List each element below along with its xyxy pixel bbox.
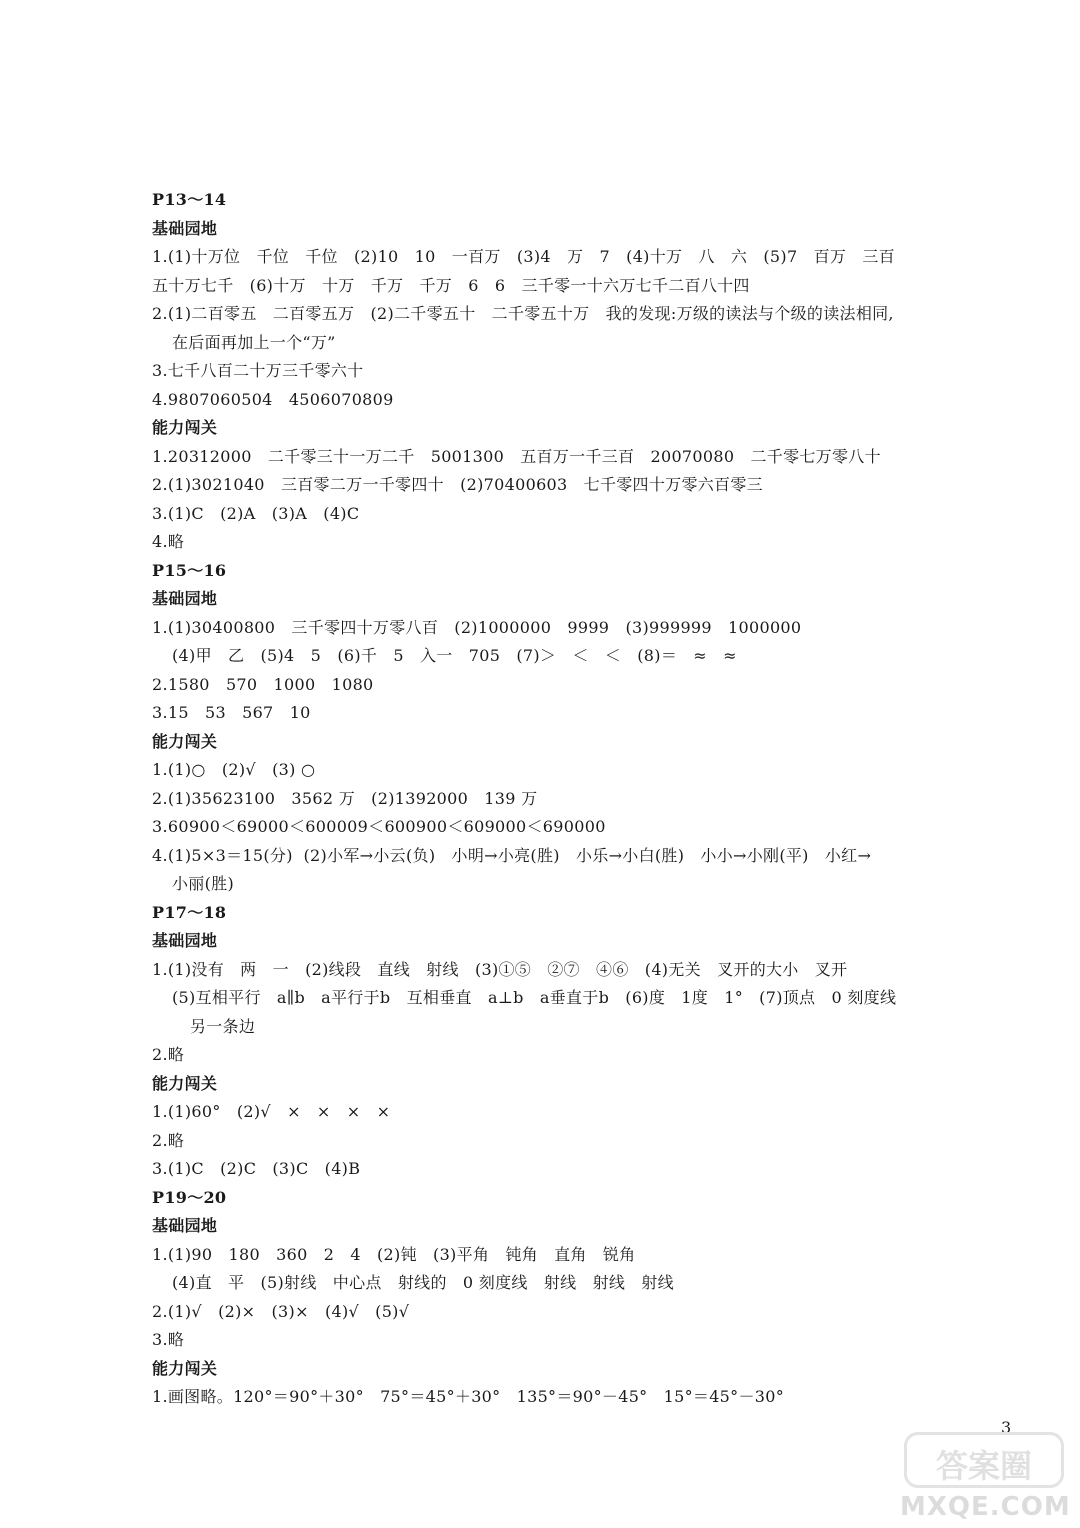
answer-line-continued: 另一条边 — [190, 1016, 256, 1036]
section-heading: 基础园地 — [152, 218, 218, 238]
answer-line: 3.略 — [152, 1330, 185, 1349]
section-heading: 能力闯关 — [152, 418, 218, 437]
section-heading: 基础园地 — [152, 1216, 218, 1235]
answer-line: 1.(1)30400800 三千零四十万零八百 (2)1000000 9999 (3)999999 1000000 — [152, 617, 802, 637]
answer-line-continued: (4)直 平 (5)射线 中心点 射线的 0 刻度线 射线 射线 射线 — [172, 1273, 674, 1292]
answer-line: 1.(1)○ (2)√ (3) ○ — [152, 760, 316, 779]
answer-content — [152, 186, 1052, 1412]
answer-line: 五十万七千 (6)十万 十万 千万 千万 6 6 三千零一十六万七千二百八十四 — [152, 275, 750, 295]
page-range-heading: P19～20 — [152, 1187, 227, 1207]
answer-line: 3.(1)C (2)A (3)A (4)C — [152, 503, 360, 523]
answer-line-continued: 在后面再加上一个“万” — [172, 332, 336, 352]
answer-line: 1.(1)60° (2)√ × × × × — [152, 1102, 391, 1121]
answer-line: 1.(1)90 180 360 2 4 (2)钝 (3)平角 钝角 直角 锐角 — [152, 1244, 636, 1264]
page-range-heading: P17～18 — [152, 902, 227, 922]
watermark-logo-text: 答案圈 — [935, 1447, 1032, 1485]
answer-line: 1.画图略。120°＝90°＋30° 75°＝45°＋30° 135°＝90°－45° 15°＝45°－30° — [152, 1387, 785, 1406]
answer-line: 4.9807060504 4506070809 — [152, 389, 394, 409]
answer-line: 3.60900＜69000＜600009＜600900＜609000＜690000 — [152, 817, 606, 836]
answer-line: 3.七千八百二十万三千零六十 — [152, 361, 364, 380]
answer-line: 2.(1)√ (2)× (3)× (4)√ (5)√ — [152, 1301, 410, 1321]
section-heading: 能力闯关 — [152, 1358, 218, 1378]
section-heading: 基础园地 — [152, 589, 218, 608]
answer-line: 1.(1)没有 两 一 (2)线段 直线 射线 (3)①⑤ ②⑦ ④⑥ (4)无关 叉开的大小 叉开 — [152, 959, 848, 979]
answer-line: 1.(1)十万位 千位 千位 (2)10 10 一百万 (3)4 万 7 (4)十万 八 六 (5)7 百万 三百 — [152, 247, 895, 266]
answer-line: 2.略 — [152, 1130, 185, 1150]
watermark-text: MXQE.COM — [900, 1492, 1071, 1522]
answer-line: 2.1580 570 1000 1080 — [152, 674, 374, 694]
answer-line: 2.略 — [152, 1045, 185, 1064]
section-heading: 能力闯关 — [152, 1073, 218, 1093]
answer-line: 2.(1)3021040 三百零二万一千零四十 (2)70400603 七千零四十万零六百零三 — [152, 475, 763, 494]
answer-line: 4.(1)5×3＝15(分) (2)小军→小云(负) 小明→小亮(胜) 小乐→小白(胜) 小小→小刚(平) 小红→ — [152, 845, 872, 865]
answer-line: 1.20312000 二千零三十一万二千 5001300 五百万一千三百 20070080 二千零七万零八十 — [152, 446, 881, 466]
answer-line-continued: (5)互相平行 a∥b a平行于b 互相垂直 a⊥b a垂直于b (6)度 1度 1° (7)顶点 0 刻度线 — [172, 988, 897, 1007]
watermark — [900, 1432, 1070, 1522]
answer-line: 3.(1)C (2)C (3)C (4)B — [152, 1159, 361, 1178]
page-number: 3 — [1001, 1418, 1012, 1437]
answer-line: 4.略 — [152, 532, 185, 551]
section-heading: 能力闯关 — [152, 731, 218, 751]
answer-line: 3.15 53 567 10 — [152, 703, 311, 722]
answer-line-continued: 小丽(胜) — [172, 874, 234, 893]
answer-line: 2.(1)35623100 3562 万 (2)1392000 139 万 — [152, 788, 538, 808]
watermark-logo — [904, 1432, 1064, 1488]
answer-line-continued: (4)甲 乙 (5)4 5 (6)千 5 入一 705 (7)＞ ＜ ＜ (8)＝ ≈ ≈ — [172, 646, 737, 665]
page-range-heading: P13～14 — [152, 190, 227, 209]
section-heading: 基础园地 — [152, 931, 218, 950]
answer-line: 2.(1)二百零五 二百零五万 (2)二千零五十 二千零五十万 我的发现:万级的读法与个级的读法相同, — [152, 304, 894, 323]
page-range-heading: P15～16 — [152, 560, 227, 580]
